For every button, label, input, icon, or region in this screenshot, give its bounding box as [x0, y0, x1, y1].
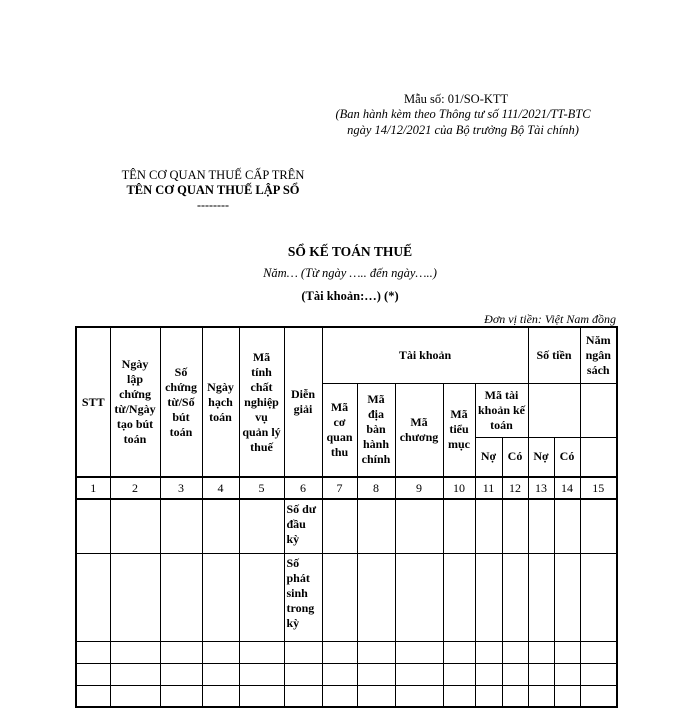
document-title: SỔ KẾ TOÁN THUẾ	[287, 244, 413, 259]
row-description	[284, 641, 322, 663]
header-acct-code: Mã tài khoản kế toán	[475, 383, 528, 437]
column-number: 2	[110, 477, 160, 499]
column-number: 13	[528, 477, 554, 499]
header-subitem-code: Mã tiểu mục	[443, 383, 475, 477]
issuing-agency: TÊN CƠ QUAN THUẾ LẬP SỔ	[126, 183, 300, 197]
table-row	[76, 663, 617, 685]
header-amount: Số tiền	[528, 327, 580, 383]
table-row	[76, 499, 617, 553]
column-number: 11	[475, 477, 502, 499]
header-amount-debit: Nợ	[528, 437, 554, 477]
header-stt: STT	[76, 327, 110, 477]
header-entry-date: Ngày lập chứng từ/Ngày tạo bút toán	[110, 327, 160, 477]
column-number: 5	[239, 477, 284, 499]
issued-note	[318, 106, 608, 138]
column-number-row	[76, 477, 617, 499]
header-budget-year: Năm ngân sách	[580, 327, 617, 383]
table-row	[76, 641, 617, 663]
header-chapter-code: Mã chương	[395, 383, 443, 477]
header-agency-code: Mã cơ quan thu	[322, 383, 357, 477]
period-line: Năm… (Từ ngày ….. đến ngày…..)	[263, 266, 437, 280]
header-area-code: Mã địa bàn hành chính	[357, 383, 395, 477]
column-number: 1	[76, 477, 110, 499]
column-number: 4	[202, 477, 239, 499]
row-description	[284, 663, 322, 685]
row-description	[284, 685, 322, 707]
column-number: 10	[443, 477, 475, 499]
column-number: 9	[395, 477, 443, 499]
header-acct-debit: Nợ	[475, 437, 502, 477]
column-number: 7	[322, 477, 357, 499]
column-number: 3	[160, 477, 202, 499]
issued-note-line2: ngày 14/12/2021 của Bộ trưởng Bộ Tài chính)	[347, 123, 579, 137]
header-budget-empty	[580, 437, 617, 477]
column-number: 14	[554, 477, 580, 499]
row-description: Số phát sinh trong kỳ	[284, 553, 322, 641]
issued-note-line1: (Ban hành kèm theo Thông tư số 111/2021/TT-BTC	[335, 107, 591, 121]
superior-agency: TÊN CƠ QUAN THUẾ CẤP TRÊN	[121, 168, 305, 182]
column-number: 15	[580, 477, 617, 499]
header-amount-credit: Có	[554, 437, 580, 477]
row-description: Số dư đầu kỳ	[284, 499, 322, 553]
table-row	[76, 553, 617, 641]
header-nature-code: Mã tính chất nghiệp vụ quản lý thuế	[239, 327, 284, 477]
account-line: (Tài khoản:…) (*)	[301, 289, 399, 303]
header-acct-credit: Có	[502, 437, 528, 477]
currency-unit: Đơn vị tiền: Việt Nam đồng	[484, 312, 616, 326]
table-row	[76, 685, 617, 707]
header-posting-date: Ngày hạch toán	[202, 327, 239, 477]
column-number: 12	[502, 477, 528, 499]
header-budget-spacer	[580, 383, 617, 437]
header-accounts: Tài khoản	[322, 327, 528, 383]
agency-divider: --------	[197, 198, 229, 212]
header-amount-spacer	[528, 383, 580, 437]
column-number: 8	[357, 477, 395, 499]
column-number: 6	[284, 477, 322, 499]
tax-ledger-table	[75, 326, 618, 708]
header-description: Diễn giải	[284, 327, 322, 477]
header-voucher-no: Số chứng từ/Số bút toán	[160, 327, 202, 477]
form-number: Mẫu số: 01/SO-KTT	[404, 92, 509, 106]
